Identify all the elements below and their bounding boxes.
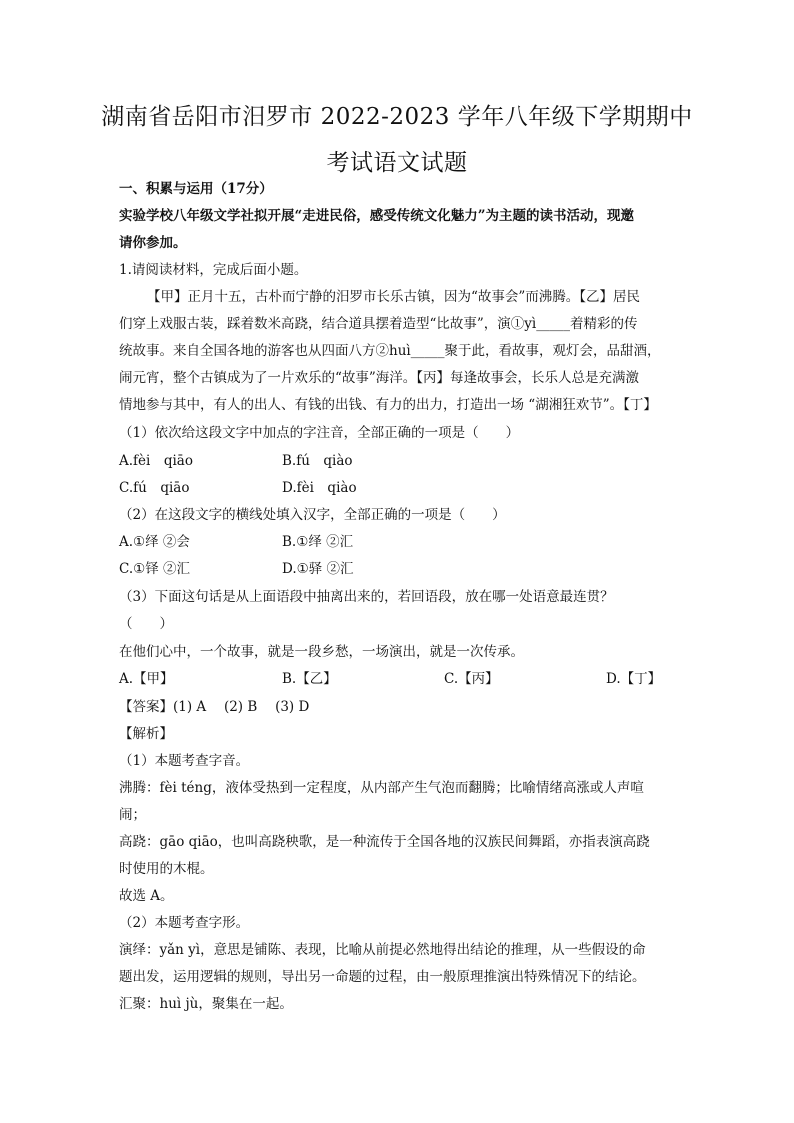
passage-line-3: 统故事。来自全国各地的游客也从四面八方②huì_____聚于此，看故事，观灯会，品甜酒， [119, 343, 661, 359]
option-3d: D.【丁】 [606, 671, 662, 687]
analysis-line-5: 时使用的木棍。 [119, 861, 214, 877]
option-1a: A.fèi qiāo [119, 453, 193, 469]
analysis-line-6: 故选 A。 [119, 888, 174, 904]
option-2b: B.①绎 ②汇 [282, 534, 354, 550]
option-2a: A.①绎 ②会 [119, 534, 190, 550]
sub-question-3: （3）下面这句话是从上面语段中抽离出来的，若回语段，放在哪一处语意最连贯？ [119, 589, 614, 605]
option-2d: D.①驿 ②汇 [282, 561, 354, 577]
question-stem: 1.请阅读材料，完成后面小题。 [119, 262, 308, 278]
passage-line-5: 情地参与其中，有人的出人、有钱的出钱、有力的出力，打造出一场 “湖湘狂欢节”。【丁】 [119, 397, 657, 413]
option-3a: A.【甲】 [119, 671, 174, 687]
title-line-1: 湖南省岳阳市汨罗市 2022-2023 学年八年级下学期期中 [101, 104, 693, 130]
option-3b: B.【乙】 [282, 671, 337, 687]
option-3c: C.【丙】 [444, 671, 499, 687]
intro-line-2: 请你参加。 [119, 235, 187, 251]
sub-question-1: （1）依次给这段文字中加点的字注音，全部正确的一项是（ ） [119, 425, 520, 441]
section-heading: 一、积累与运用（17分） [119, 181, 273, 197]
analysis-line-10: 汇聚：huì jù，聚集在一起。 [119, 996, 293, 1012]
analysis-line-8: 演绎：yǎn yì，意思是铺陈、表现，比喻从前提必然地得出结论的推理，从一些假设的命 [119, 942, 646, 958]
analysis-line-1: （1）本题考查字音。 [119, 753, 250, 769]
title-line-2: 考试语文试题 [326, 150, 468, 176]
option-1b: B.fú qiào [282, 453, 353, 469]
option-1c: C.fú qiāo [119, 480, 190, 496]
sub-question-3-paren: （ ） [119, 616, 173, 632]
answer-line: 【答案】(1) A (2) B (3) D [119, 699, 310, 715]
passage-line-1: 【甲】正月十五，古朴而宁静的汨罗市长乐古镇，因为“故事会”而沸腾。【乙】居民 [147, 289, 641, 305]
analysis-line-3: 闹； [119, 807, 146, 823]
option-2c: C.①铎 ②汇 [119, 561, 191, 577]
analysis-label: 【解析】 [119, 726, 173, 742]
analysis-line-7: （2）本题考查字形。 [119, 915, 250, 931]
analysis-line-2: 沸腾：fèi téng，液体受热到一定程度，从内部产生气泡而翻腾；比喻情绪高涨或人声喧 [119, 780, 644, 796]
option-1d: D.fèi qiào [282, 480, 357, 496]
analysis-line-4: 高跷：gāo qiāo，也叫高跷秧歌，是一种流传于全国各地的汉族民间舞蹈，亦指表演高跷 [119, 834, 650, 850]
passage-line-2: 们穿上戏服古装，踩着数米高跷，结合道具摆着造型“比故事”，演①yì_____着精彩的传 [119, 316, 638, 332]
sub-question-2: （2）在这段文字的横线处填入汉字，全部正确的一项是（ ） [119, 507, 506, 523]
analysis-line-9: 题出发，运用逻辑的规则，导出另一命题的过程，由一般原理推演出特殊情况下的结论。 [119, 969, 646, 985]
intro-line-1: 实验学校八年级文学社拟开展“走进民俗，感受传统文化魅力”为主题的读书活动，现邀 [119, 208, 635, 224]
extracted-sentence: 在他们心中，一个故事，就是一段乡愁，一场演出，就是一次传承。 [119, 644, 524, 660]
passage-line-4: 闹元宵，整个古镇成为了一片欢乐的“故事”海洋。【丙】每逢故事会，长乐人总是充满激 [119, 370, 640, 386]
